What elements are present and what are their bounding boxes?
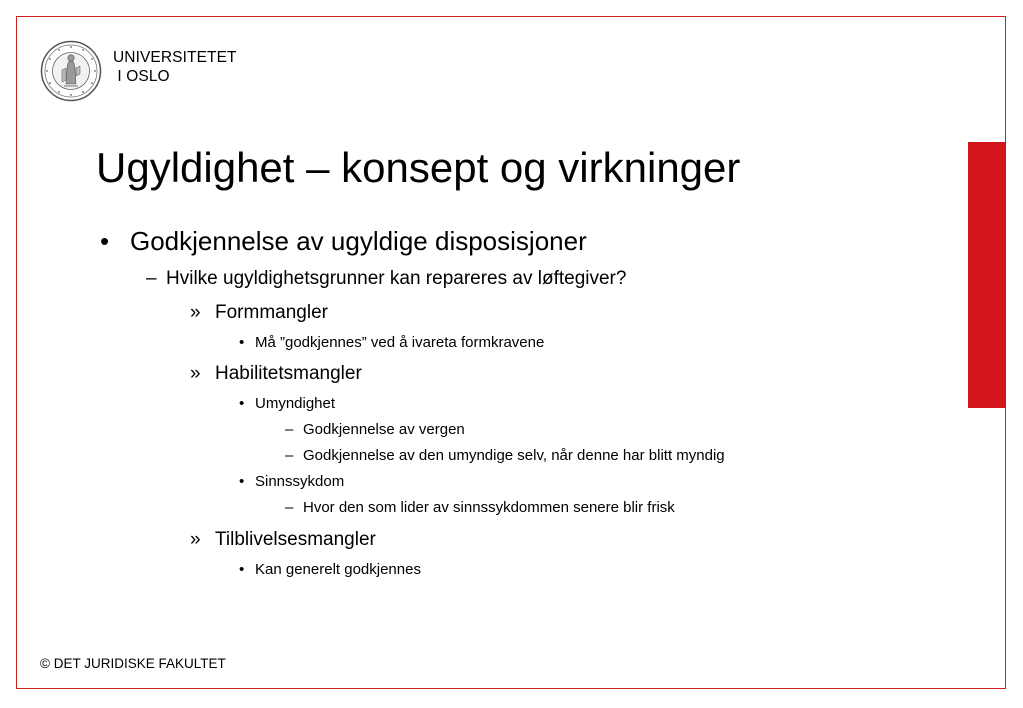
university-name-line2: I OSLO	[113, 68, 170, 85]
dash-marker: –	[146, 268, 157, 289]
bullet-marker: •	[239, 561, 245, 578]
bullet-text: Tilblivelsesmangler	[215, 529, 376, 550]
footer-copyright: © DET JURIDISKE FAKULTET	[40, 656, 226, 671]
bullet-marker: •	[100, 226, 110, 256]
bullet-level2	[146, 268, 626, 290]
bullet-level3	[190, 302, 328, 324]
university-name	[113, 48, 237, 86]
bullet-text: Kan generelt godkjennes	[255, 561, 421, 578]
bullet-level3	[190, 529, 376, 551]
chevron-marker: »	[190, 302, 201, 323]
bullet-text: Godkjennelse av den umyndige selv, når denne har blitt myndig	[303, 447, 725, 464]
bullet-level5	[285, 421, 465, 438]
bullet-marker: •	[239, 334, 245, 351]
bullet-level3	[190, 363, 362, 385]
bullet-level4	[239, 395, 335, 412]
dash-marker: –	[285, 421, 294, 438]
chevron-marker: »	[190, 529, 201, 550]
bullet-level1	[100, 226, 587, 257]
bullet-text: Hvor den som lider av sinnssykdommen senere blir frisk	[303, 499, 675, 516]
dash-marker: –	[285, 447, 294, 464]
university-name-line1: UNIVERSITETET	[113, 49, 237, 66]
bullet-text: Habilitetsmangler	[215, 363, 362, 384]
bullet-level5	[285, 499, 675, 516]
bullet-text: Formmangler	[215, 302, 328, 323]
red-accent-bar	[968, 142, 1006, 408]
bullet-marker: •	[239, 473, 245, 490]
university-seal-icon	[40, 40, 102, 102]
bullet-level4	[239, 561, 421, 578]
bullet-marker: •	[239, 395, 245, 412]
chevron-marker: »	[190, 363, 201, 384]
dash-marker: –	[285, 499, 294, 516]
bullet-level5	[285, 447, 725, 464]
bullet-level4	[239, 473, 344, 490]
bullet-text: Sinnssykdom	[255, 473, 345, 490]
bullet-level4	[239, 334, 544, 351]
slide-title: Ugyldighet – konsept og virkninger	[96, 144, 741, 191]
slide-frame	[16, 16, 1006, 689]
bullet-text: Hvilke ugyldighetsgrunner kan repareres av løftegiver?	[166, 268, 627, 289]
bullet-text: Må ”godkjennes” ved å ivareta formkravene	[255, 334, 545, 351]
bullet-text: Godkjennelse av vergen	[303, 421, 465, 438]
bullet-text: Godkjennelse av ugyldige disposisjoner	[130, 226, 587, 256]
bullet-text: Umyndighet	[255, 395, 336, 412]
